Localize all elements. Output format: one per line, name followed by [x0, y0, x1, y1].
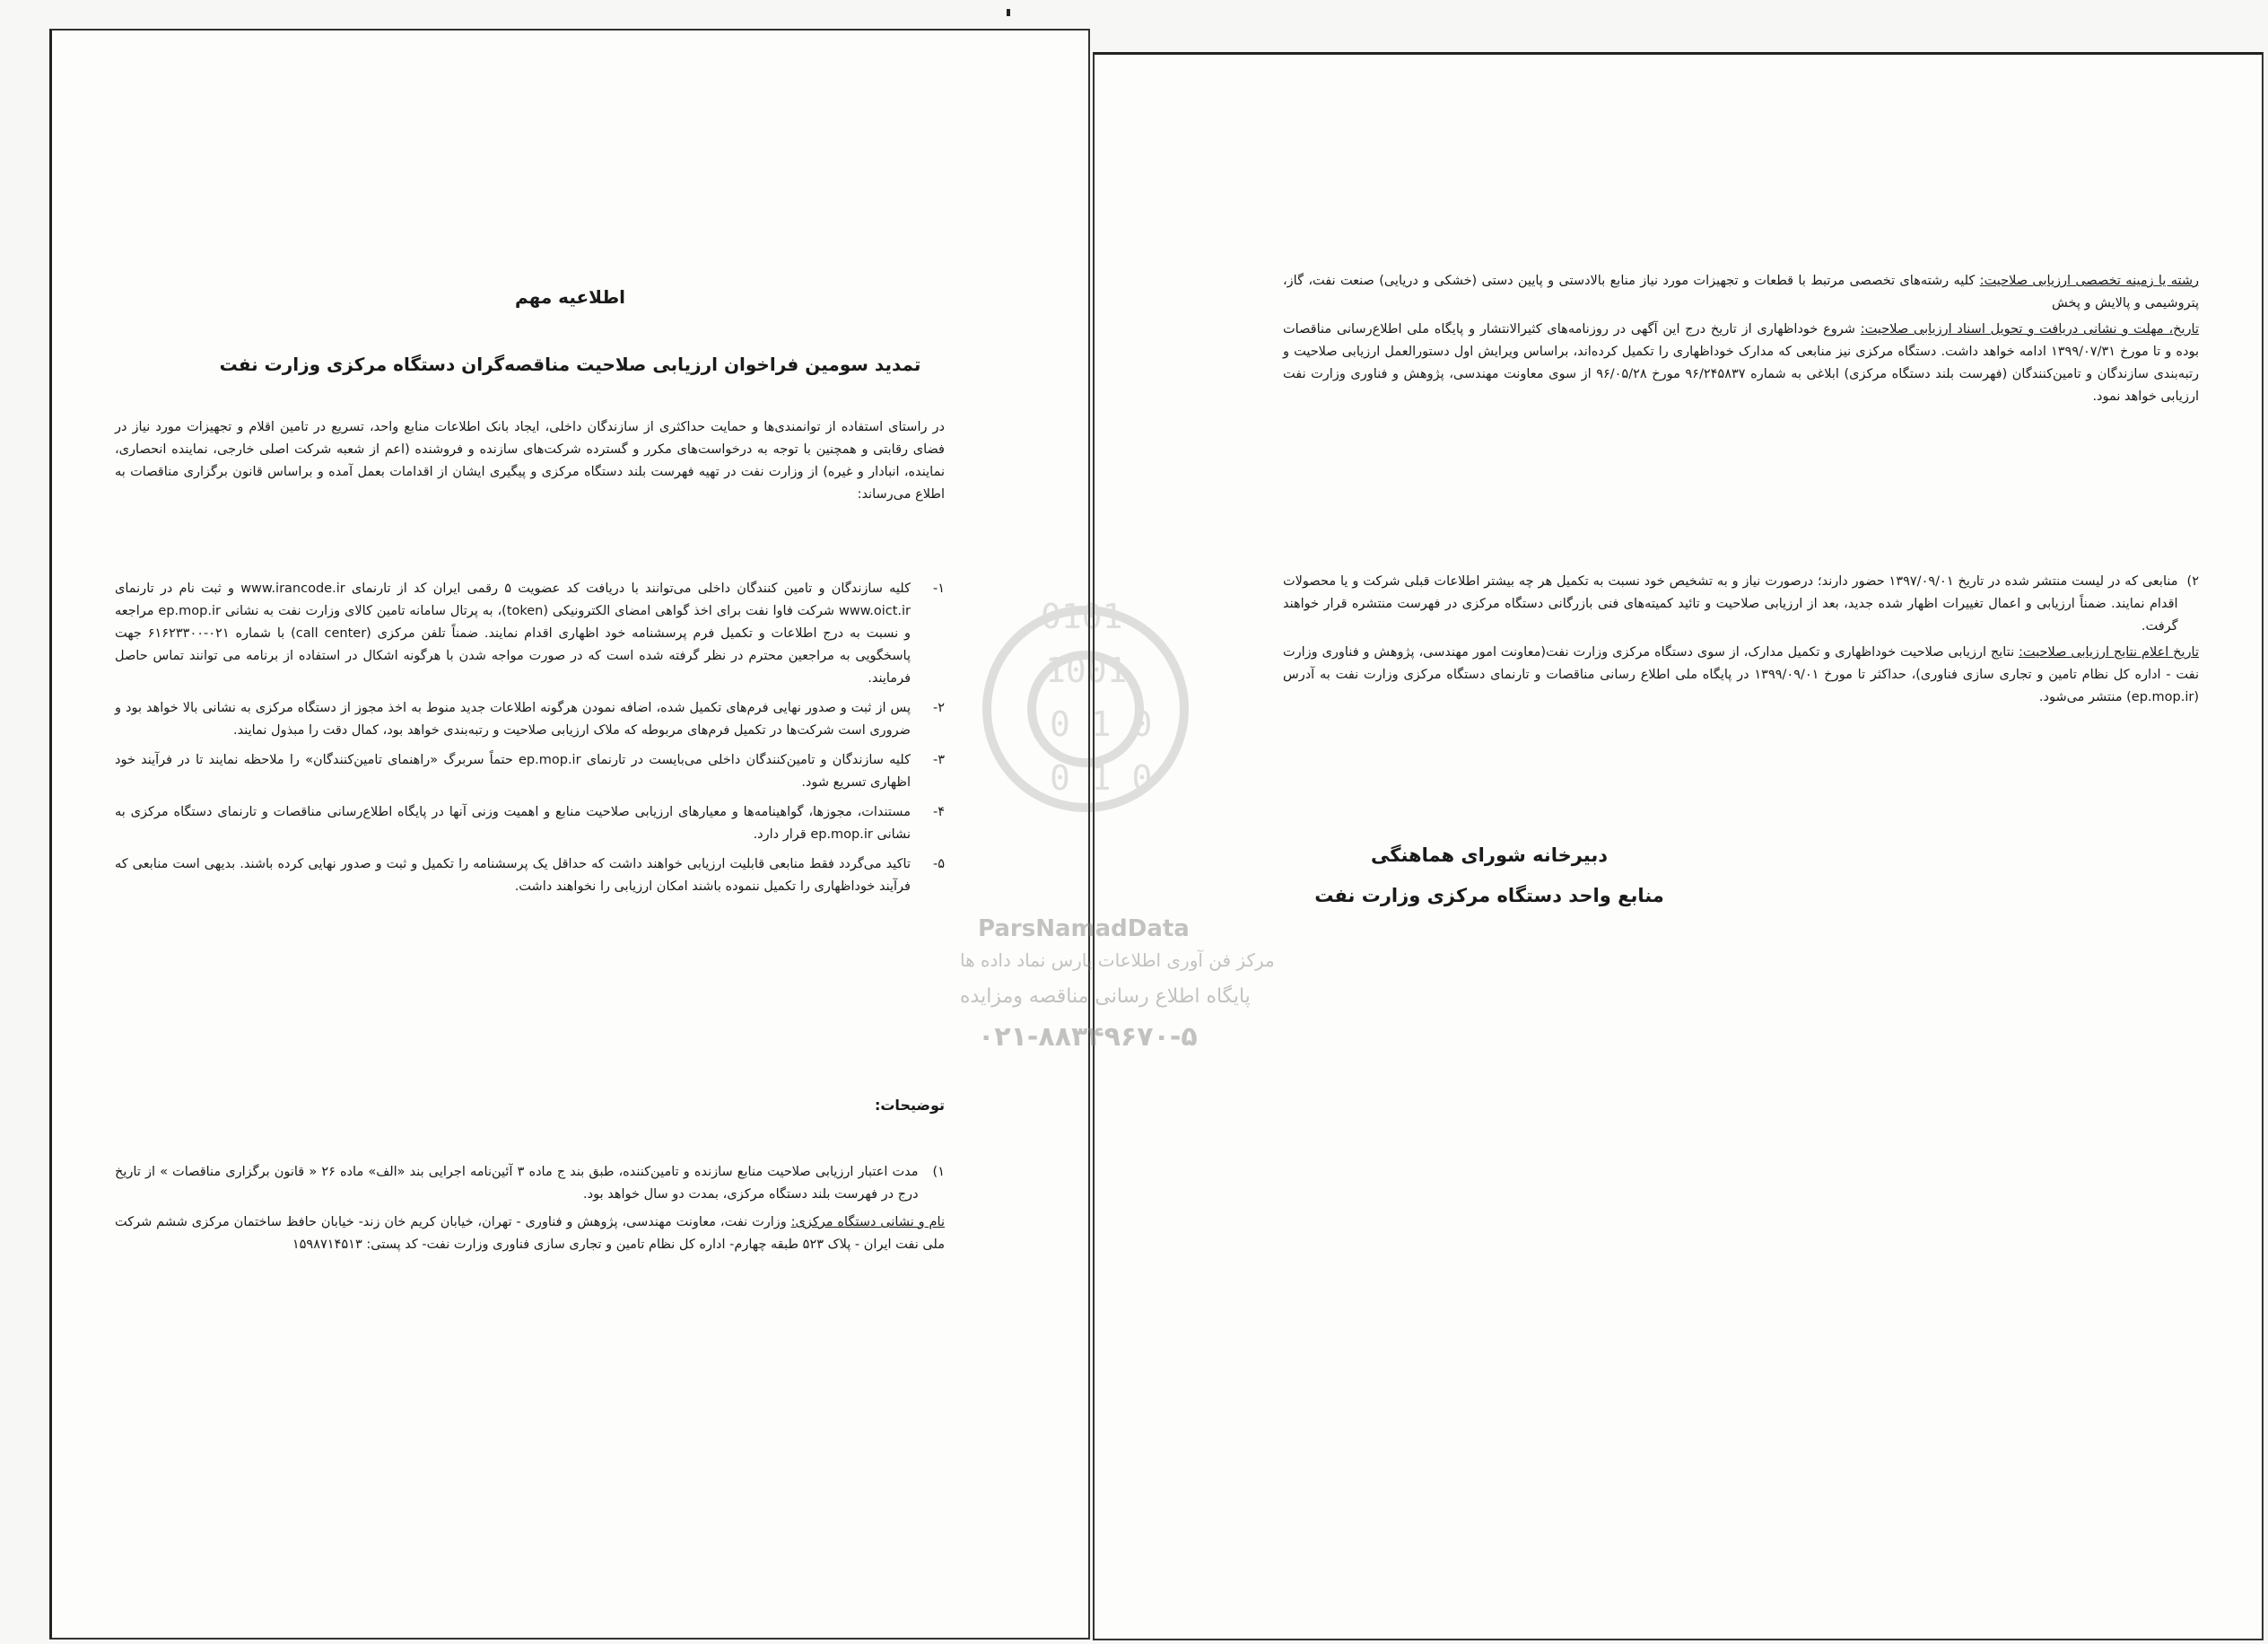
list-item [115, 578, 945, 690]
item-two-section [1283, 571, 2199, 709]
list-item-text: کلیه سازندگان و تامین‌کنندگان داخلی می‌بایست در تارنمای ep.mop.ir حتماً سربرگ «راهنمای تامین‌کنندگان» را ملاحظه نمایند تا در فرآیند خود اظهاری تسریع شود. [115, 753, 911, 790]
evaluation-details [1283, 270, 2199, 412]
intro-paragraph: در راستای استفاده از توانمندی‌ها و حمایت حداکثری از سازندگان داخلی، ایجاد بانک اطلاعات منابع واحد، تسریع در تامین اقلام و تجهیزات مورد نیاز در فضای رقابتی و همچنین با توجه به درخواست‌های مکرر و گسترده شرکت‌های سازنده و فروشنده (اعم از شعبه شرکت اصلی خارجی، نماینده انحصاری، نماینده، انبادار و غیره) از وزارت نفت در تهیه فهرست بلند دستگاه مرکزی و پیگیری ایشان از اقدامات بعمل آمده و براساس قانون برگزاری مناقصات به اطلاع می‌رساند: [115, 420, 945, 502]
notice-heading: اطلاعیه مهم [514, 286, 626, 308]
address-label: نام و نشانی دستگاه مرکزی: [790, 1215, 945, 1229]
explanation-text: مدت اعتبار ارزیابی صلاحیت منابع سازنده و تامین‌کننده، طبق بند ج ماده ۳ آئین‌نامه اجرایی بند «الف» ماده ۲۶ « قانون برگزاری مناقصات » از تاریخ درج در فهرست بلند دستگاه مرکزی، بمدت دو سال خواهد بود. [115, 1165, 919, 1202]
watermark-line-1: مرکز فن آوری اطلاعات پارس نماد داده ها [960, 949, 1275, 971]
explanation-number: ۱) [932, 1165, 945, 1179]
deadline-paragraph [1283, 319, 2199, 408]
field-text: کلیه رشته‌های تخصصی مرتبط با قطعات و تجهیزات مورد نیاز منابع بالادستی و پایین دستی (خشکی و دریایی) صنعت نفت، گاز، پتروشیمی و پالایش و پخش [1283, 274, 2199, 310]
list-item [115, 697, 945, 742]
address-paragraph [115, 1211, 945, 1256]
deadline-text: شروع خوداظهاری از تاریخ درج این آگهی در روزنامه‌های کثیرالانتشار و پایگاه ملی اطلاع‌رسانی مناقصات بوده و تا مورخ ۱۳۹۹/۰۷/۳۱ ادامه خواهد داشت. دستگاه مرکزی نیز منابعی که مدارک خوداظهاری را تکمیل کرده‌اند، براساس ویرایش اول دستورالعمل ارزیابی صلاحیت و رتبه‌بندی سازندگان و تامین‌کنندگان (فهرست بلند دستگاه مرکزی) ابلاغی به شماره ۹۶/۲۴۵۸۳۷ مورخ ۹۶/۰۵/۲۸ از سوی معاونت مهندسی، پژوهش و فناوری وزارت نفت ارزیابی خواهد نمود. [1283, 322, 2199, 404]
list-item-text: کلیه سازندگان و تامین کنندگان داخلی می‌توانند با دریافت کد عضویت ۵ رقمی ایران کد از تارنمای www.irancode.ir و ثبت نام در تارنمای www.oict.ir شرکت فاوا نفت برای اخذ گواهی امضای الکترونیکی (token)، به پرتال سامانه تامین کالای وزارت نفت به نشانی ep.mop.ir مراجعه و نسبت به درج اطلاعات و تکمیل فرم پرسشنامه خود اظهاری اقدام نمایند. ضمناً تلفن مرکزی (call center) با شماره ۰۲۱-۶۱۶۲۳۳۰۰ جهت پاسخگویی به مراجعین محترم در نظر گرفته شده است که در صورت مواجه شدن با هرگونه اشکال در استفاده از برنامه می توانند تماس حاصل فرمایند. [115, 582, 911, 686]
list-item-text: مستندات، مجوزها، گواهینامه‌ها و معیارهای ارزیابی صلاحیت منابع و اهمیت وزنی آنها در پایگاه اطلاع‌رسانی مناقصات و تارنمای دستگاه مرکزی به نشانی ep.mop.ir قرار دارد. [115, 805, 911, 842]
watermark-phone: ۰۲۱-۸۸۳۴۹۶۷۰-۵ [978, 1021, 1198, 1053]
svg-text:0 1 0: 0 1 0 [1050, 758, 1153, 798]
list-item-number: ۵- [932, 857, 945, 871]
item-two-text: منابعی که در لیست منتشر شده در تاریخ ۱۳۹۷/۰۹/۰۱ حضور دارند؛ درصورت نیاز و به تشخیص خود نسبت به تکمیل هر چه بیشتر اطلاعات قبلی شرکت و یا محصولات اقدام نمایند. ضمناً ارزیابی و اعمال تغییرات اظهار شده جدید، بعد از ارزیابی صلاحیت و تائید کمیته‌های فنی بازرگانی دستگاه مرکزی در فهرست منتشره قرار خواهند گرفت. [1283, 574, 2178, 634]
results-paragraph [1283, 642, 2199, 709]
field-label: رشته یا زمینه تخصصی ارزیابی صلاحیت: [1979, 274, 2199, 288]
signature-line-2: منابع واحد دستگاه مرکزی وزارت نفت [1314, 885, 1664, 906]
address-text: وزارت نفت، معاونت مهندسی، پژوهش و فناوری - تهران، خیابان کریم خان زند- خیابان حافظ ساختمان مرکزی ششم شرکت ملی نفت ایران - پلاک ۵۲۳ طبقه چهارم- اداره کل نظام تامین و تجاری سازی فناوری وزارت نفت- کد پستی: ۱۵۹۸۷۱۴۵۱۳ [115, 1215, 945, 1252]
list-item-text: تاکید می‌گردد فقط منابعی قابلیت ارزیابی خواهند داشت که حداقل یک پرسشنامه را تکمیل و ثبت و صدور نهایی کرده باشند. بدیهی است منابعی که فرآیند خوداظهاری را تکمیل ننموده باشند امکان ارزیابی را نخواهند داشت. [115, 857, 911, 894]
svg-text:0101: 0101 [1041, 597, 1123, 636]
list-item [115, 749, 945, 794]
deadline-label: تاریخ، مهلت و نشانی دریافت و تحویل اسناد ارزیابی صلاحیت: [1860, 322, 2200, 337]
explanations-heading: توضیحات: [874, 1097, 945, 1114]
explanation-row [115, 1161, 945, 1206]
results-text: نتایج ارزیابی صلاحیت خوداظهاری و تکمیل مدارک، از سوی دستگاه مرکزی وزارت نفت(معاونت امور مهندسی، پژوهش و فناوری وزارت نفت - اداره کل نظام تامین و تجاری سازی فناوری)، حداکثر تا مورخ ۱۳۹۹/۰۹/۰۱ در پایگاه ملی اطلاع رسانی مناقصات و تارنمای دستگاه مرکزی وزارت نفت به آدرس (ep.mop.ir) منتشر می‌شود. [1283, 645, 2199, 704]
list-item-number: ۱- [932, 582, 945, 596]
list-item [115, 801, 945, 846]
svg-text:0 1 0: 0 1 0 [1050, 704, 1153, 744]
signature-line-1: دبیرخانه شورای هماهنگی [1370, 844, 1609, 866]
item-two-row [1283, 571, 2199, 638]
notice-subheading: تمدید سومین فراخوان ارزیابی صلاحیت مناقصه‌گران دستگاه مرکزی وزارت نفت [219, 354, 921, 375]
instructions-list [115, 578, 945, 905]
list-item-number: ۲- [932, 701, 945, 715]
results-label: تاریخ اعلام نتایج ارزیابی صلاحیت: [2019, 645, 2200, 660]
item-two-number: ۲) [2186, 574, 2199, 589]
list-item-text: پس از ثبت و صدور نهایی فرم‌های تکمیل شده، اضافه نمودن هرگونه اطلاعات جدید منوط به اخذ مجوز از دستگاه مرکزی به نشانی بالا خواهد بود و ضروری است شرکت‌ها در تکمیل فرم‌های مربوطه که ملاک ارزیابی صلاحیت و رتبه‌بندی خواهد بود، کمال دقت را مبذول نمایند. [115, 701, 911, 738]
explanations-section [115, 1161, 945, 1256]
scan-mark [1007, 9, 1010, 16]
field-paragraph [1283, 270, 2199, 315]
list-item-number: ۳- [932, 753, 945, 767]
svg-text:1001: 1001 [1045, 651, 1128, 690]
watermark-brand: ParsNamadData [978, 915, 1190, 942]
list-item [115, 853, 945, 898]
watermark-line-2: پایگاه اطلاع رسانی مناقصه ومزایده [960, 985, 1251, 1008]
list-item-number: ۴- [932, 805, 945, 819]
